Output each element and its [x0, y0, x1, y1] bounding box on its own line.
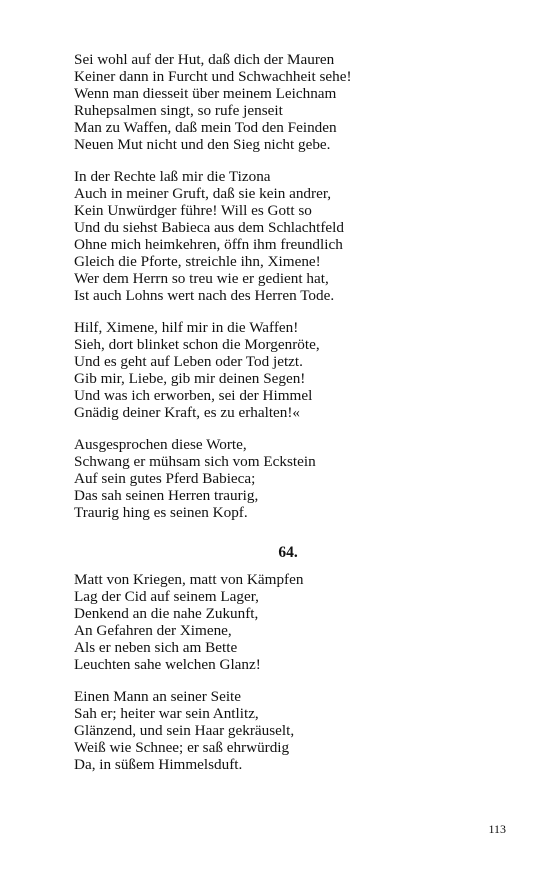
verse-line: Sieh, dort blinket schon die Morgenröte, [74, 336, 320, 353]
verse-line: Keiner dann in Furcht und Schwachheit sehe! [74, 68, 352, 85]
verse-line: Glänzend, und sein Haar gekräuselt, [74, 722, 295, 739]
verse-line: Weiß wie Schnee; er saß ehrwürdig [74, 739, 290, 756]
page-number: 113 [488, 822, 506, 836]
verse-line: Lag der Cid auf seinem Lager, [74, 588, 259, 605]
verse-line: Das sah seinen Herren traurig, [74, 487, 259, 504]
verse-line: Auf sein gutes Pferd Babieca; [74, 470, 256, 487]
poem-number-heading: 64. [278, 544, 298, 561]
stanza-3 [74, 319, 320, 421]
verse-line: Schwang er mühsam sich vom Eckstein [74, 453, 316, 470]
verse-line: Auch in meiner Gruft, daß sie kein andrer, [74, 185, 332, 202]
verse-line: Matt von Kriegen, matt von Kämpfen [74, 571, 304, 588]
stanza-1 [74, 51, 352, 153]
verse-line: Und es geht auf Leben oder Tod jetzt. [74, 353, 303, 370]
verse-line: Und was ich erworben, sei der Himmel [74, 387, 313, 404]
verse-line: Ruhepsalmen singt, so rufe jenseit [74, 102, 283, 119]
verse-line: In der Rechte laß mir die Tizona [74, 168, 271, 185]
verse-line: Leuchten sahe welchen Glanz! [74, 656, 261, 673]
verse-line: Als er neben sich am Bette [74, 639, 238, 656]
verse-line: Gnädig deiner Kraft, es zu erhalten!« [74, 404, 301, 421]
verse-line: Ausgesprochen diese Worte, [74, 436, 247, 453]
verse-line: Einen Mann an seiner Seite [74, 688, 242, 705]
verse-line: Sei wohl auf der Hut, daß dich der Mauren [74, 51, 335, 68]
stanza-5 [74, 571, 303, 673]
verse-line: Man zu Waffen, daß mein Tod den Feinden [74, 119, 337, 136]
verse-line: Und du siehst Babieca aus dem Schlachtfeld [74, 219, 344, 236]
verse-line: Ist auch Lohns wert nach des Herren Tode. [74, 287, 335, 304]
stanza-4 [74, 436, 316, 521]
verse-line: Ohne mich heimkehren, öffn ihm freundlich [74, 236, 343, 253]
verse-line: Neuen Mut nicht und den Sieg nicht gebe. [74, 136, 331, 153]
verse-line: Kein Unwürdger führe! Will es Gott so [74, 202, 312, 219]
verse-line: Sah er; heiter war sein Antlitz, [74, 705, 259, 722]
verse-line: An Gefahren der Ximene, [74, 622, 232, 639]
verse-line: Wer dem Herrn so treu wie er gedient hat, [74, 270, 329, 287]
verse-line: Da, in süßem Himmelsduft. [74, 756, 243, 773]
stanza-6 [74, 688, 294, 773]
verse-line: Wenn man diesseit über meinem Leichnam [74, 85, 337, 102]
verse-line: Gib mir, Liebe, gib mir deinen Segen! [74, 370, 306, 387]
verse-line: Hilf, Ximene, hilf mir in die Waffen! [74, 319, 299, 336]
verse-line: Traurig hing es seinen Kopf. [74, 504, 248, 521]
verse-line: Denkend an die nahe Zukunft, [74, 605, 259, 622]
stanza-2 [74, 168, 344, 304]
verse-line: Gleich die Pforte, streichle ihn, Ximene! [74, 253, 321, 270]
